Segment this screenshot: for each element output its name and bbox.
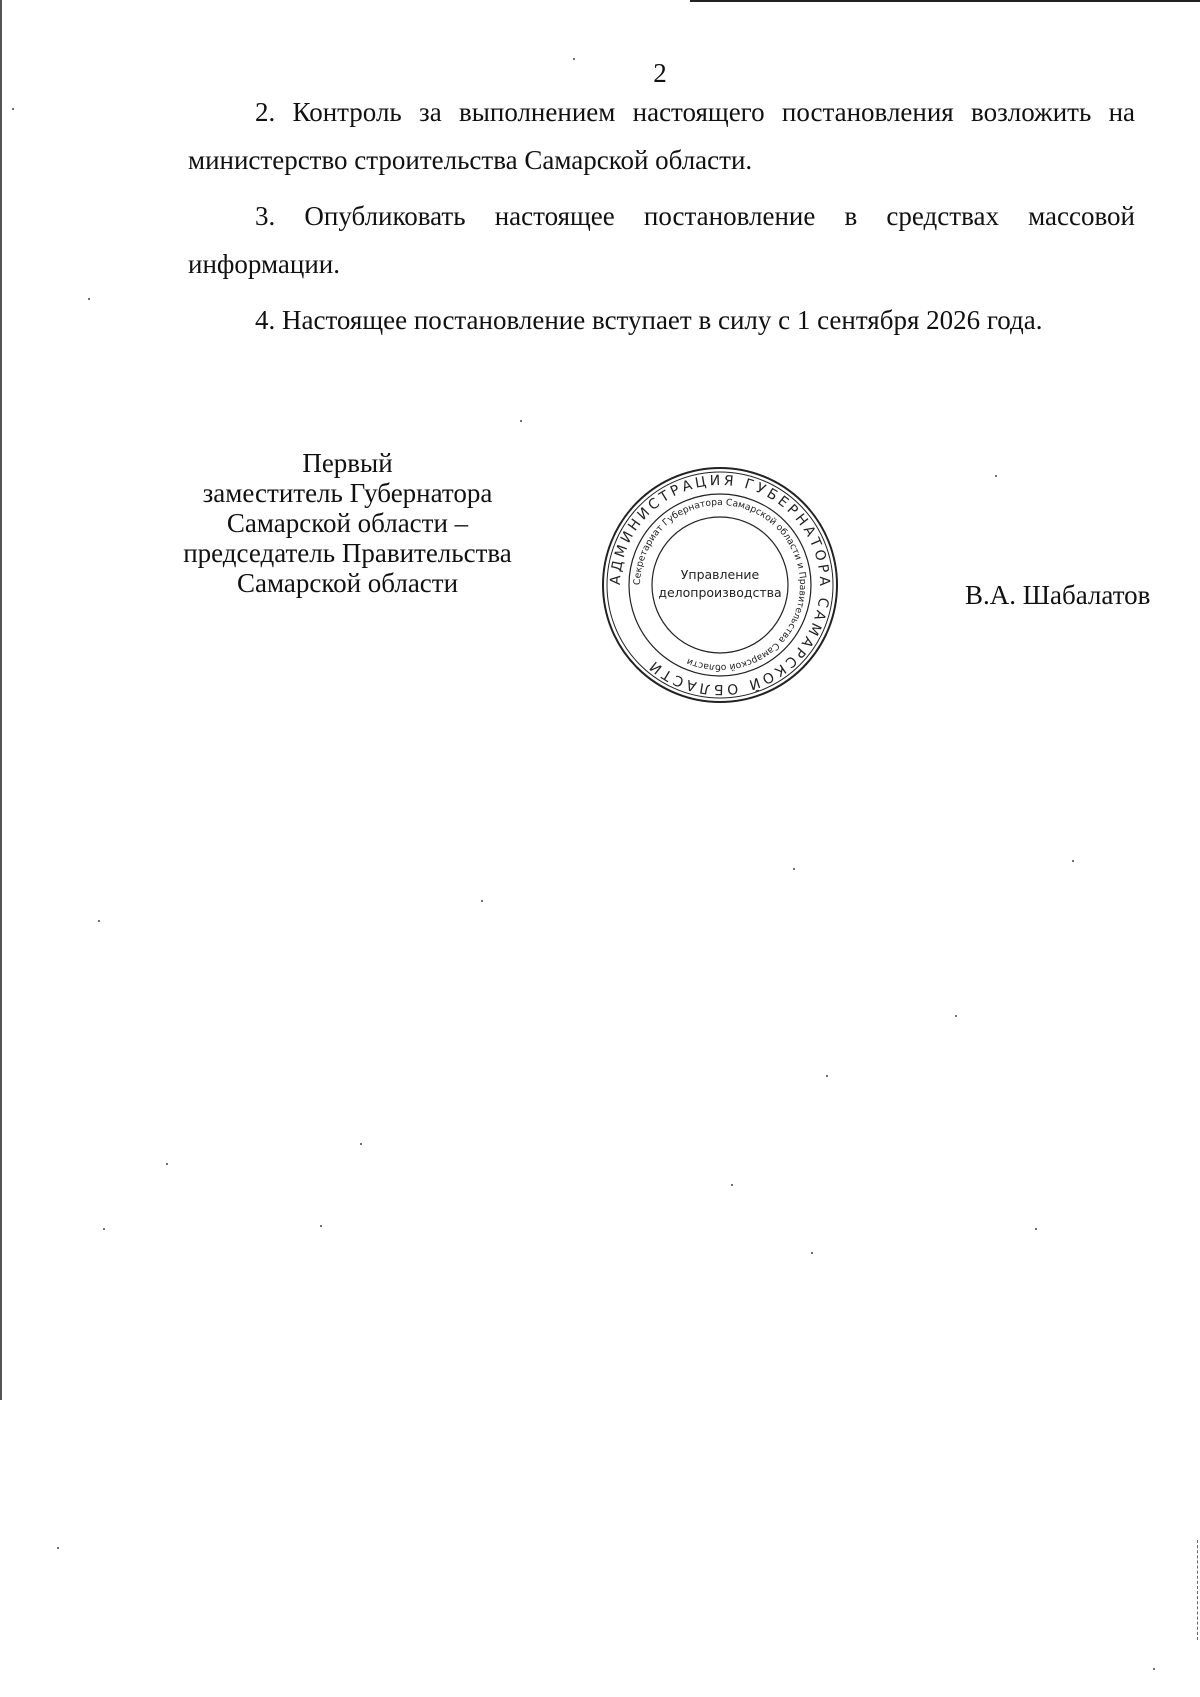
scan-speck: [1072, 860, 1074, 862]
signer-position-line: Самарской области –: [226, 508, 469, 538]
scan-speck: [955, 1015, 957, 1017]
scan-edge-right: [1197, 1540, 1199, 1640]
signer-position-line: Самарской области: [236, 568, 459, 598]
seal-inner-text: Секретариат Губернатора Самарской области и Правительства Самарской области: [631, 496, 809, 674]
scan-speck: [1153, 1668, 1155, 1670]
scan-speck: [98, 920, 100, 922]
scan-speck: [1035, 1228, 1037, 1230]
signer-position-line: заместитель Губернатора: [202, 478, 493, 508]
scan-speck: [12, 108, 14, 110]
scan-speck: [793, 868, 795, 870]
scan-speck: [520, 420, 522, 422]
scan-speck: [826, 1075, 828, 1077]
seal-center-line-2: делопроизводства: [658, 585, 782, 600]
scan-speck: [166, 1163, 168, 1165]
page-number: 2: [653, 58, 667, 88]
scan-speck: [57, 1547, 59, 1549]
scan-edge-top: [690, 0, 1200, 2]
signer-position: [170, 448, 525, 598]
scan-speck: [320, 1225, 322, 1227]
scan-speck: [731, 1184, 733, 1186]
scan-speck: [360, 1143, 362, 1145]
official-seal-stamp: [600, 465, 840, 705]
signer-position-line: председатель Правительства: [183, 538, 512, 568]
seal-center-line-1: Управление: [680, 567, 760, 582]
scan-speck: [811, 1252, 813, 1254]
scan-speck: [88, 298, 90, 300]
scan-speck: [103, 1228, 105, 1230]
paragraph-4: 4. Настоящее постановление вступает в силу с 1 сентября 2026 года.: [255, 305, 1043, 335]
scan-edge-left: [0, 0, 2, 1400]
paragraph-3: 3. Опубликовать настоящее постановление в средствах массовой информации.: [188, 201, 1135, 279]
signer-position-line: Первый: [302, 448, 393, 478]
scan-speck: [573, 58, 575, 60]
seal-outer-text: АДМИНИСТРАЦИЯ ГУБЕРНАТОРА САМАРСКОЙ ОБЛАСТИ: [607, 472, 833, 698]
paragraph-2: 2. Контроль за выполнением настоящего постановления возложить на министерство строительства Самарской области.: [188, 97, 1135, 175]
scan-speck: [995, 475, 997, 477]
signer-name: В.А. Шабалатов: [965, 580, 1151, 610]
scan-speck: [481, 900, 483, 902]
